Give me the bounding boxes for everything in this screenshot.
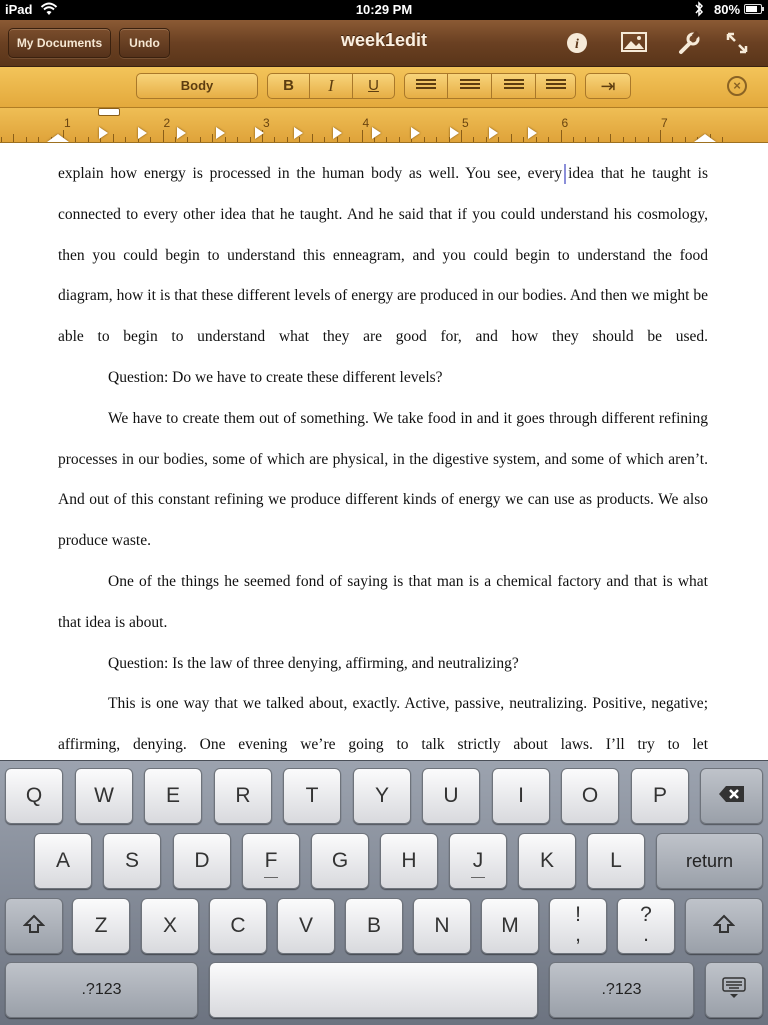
key-t[interactable]: T bbox=[283, 768, 341, 824]
ruler-number: 5 bbox=[462, 116, 469, 130]
ruler-tick bbox=[362, 130, 363, 142]
paragraph: Question: Is the law of three denying, affirming, and neutralizing? bbox=[108, 654, 519, 672]
italic-button[interactable]: I bbox=[309, 73, 353, 99]
ruler-tick bbox=[349, 137, 350, 142]
align-left-icon bbox=[416, 79, 436, 91]
key-m[interactable]: M bbox=[481, 898, 539, 954]
ruler-tick bbox=[424, 137, 425, 142]
key-r[interactable]: R bbox=[214, 768, 272, 824]
ruler-tick bbox=[113, 134, 114, 142]
shift-icon bbox=[23, 914, 45, 934]
ruler-number: 4 bbox=[362, 116, 370, 130]
key-exclaim-comma[interactable] bbox=[549, 898, 607, 954]
ruler-tick bbox=[26, 137, 27, 142]
ruler-tick bbox=[722, 137, 723, 142]
paragraph: One of the things he seemed fond of saying is that man is a chemical factory and that is what that idea is about. bbox=[58, 572, 708, 631]
ruler-tick bbox=[635, 137, 636, 142]
shift-right-key[interactable] bbox=[685, 898, 763, 954]
ruler-tick bbox=[88, 137, 89, 142]
ruler-number: 2 bbox=[163, 116, 171, 130]
bold-button[interactable]: B bbox=[267, 73, 310, 99]
ruler-tick bbox=[212, 134, 213, 142]
exclaim-glyph: ! bbox=[575, 903, 581, 926]
ruler-tick bbox=[200, 137, 201, 142]
align-right-button[interactable] bbox=[491, 73, 536, 99]
ruler-tick bbox=[250, 137, 251, 142]
ruler-number: 7 bbox=[661, 116, 668, 130]
key-c[interactable]: C bbox=[209, 898, 267, 954]
status-bar bbox=[0, 0, 768, 20]
tab-stop-marker[interactable] bbox=[138, 127, 147, 139]
my-documents-button[interactable]: My Documents bbox=[8, 28, 111, 58]
ruler-tick bbox=[561, 130, 562, 142]
app-toolbar bbox=[0, 20, 768, 67]
ruler-tick bbox=[523, 137, 524, 142]
key-o[interactable]: O bbox=[561, 768, 619, 824]
ruler-tick bbox=[125, 137, 126, 142]
first-line-indent-handle[interactable] bbox=[98, 108, 120, 116]
document-title: week1edit bbox=[340, 30, 428, 50]
key-question-period[interactable] bbox=[617, 898, 675, 954]
tab-stop-marker[interactable] bbox=[450, 127, 459, 139]
shift-icon bbox=[713, 914, 735, 934]
ruler-tick bbox=[511, 134, 512, 142]
battery-icon bbox=[744, 4, 762, 14]
ruler-tick bbox=[585, 137, 586, 142]
ruler-tick bbox=[399, 137, 400, 142]
undo-button[interactable]: Undo bbox=[119, 28, 170, 58]
insert-media-icon[interactable] bbox=[619, 30, 649, 56]
tab-stop-marker[interactable] bbox=[216, 127, 225, 139]
paragraph: We have to create them out of something. We take food in and it goes through different refining processes in our bodies, some of which are physical, in the digestive system, and some of which aren’t. And out of this constant refining we produce different kinds of energy we can use as products. We also produce waste. bbox=[58, 409, 708, 550]
tab-button[interactable]: ⇥ bbox=[585, 73, 631, 99]
tab-stop-marker[interactable] bbox=[177, 127, 186, 139]
key-z[interactable]: Z bbox=[72, 898, 130, 954]
ruler-tick bbox=[623, 137, 624, 142]
paragraph-style-button[interactable]: Body bbox=[136, 73, 258, 99]
onscreen-keyboard bbox=[0, 760, 768, 1025]
question-glyph: ? bbox=[640, 903, 652, 926]
backspace-key[interactable] bbox=[700, 768, 763, 824]
key-v[interactable]: V bbox=[277, 898, 335, 954]
bluetooth-icon bbox=[694, 1, 704, 20]
key-l[interactable]: L bbox=[587, 833, 645, 889]
align-right-icon bbox=[504, 79, 524, 91]
key-a[interactable]: A bbox=[34, 833, 92, 889]
justify-icon bbox=[546, 79, 566, 91]
ruler-tick bbox=[598, 137, 599, 142]
space-key[interactable] bbox=[209, 962, 538, 1018]
svg-text:i: i bbox=[575, 37, 579, 52]
tab-stop-marker[interactable] bbox=[489, 127, 498, 139]
ruler-tick bbox=[498, 137, 499, 142]
dismiss-keyboard-key[interactable] bbox=[705, 962, 763, 1018]
align-left-button[interactable] bbox=[404, 73, 448, 99]
key-e[interactable]: E bbox=[144, 768, 202, 824]
ruler-tick bbox=[610, 134, 611, 142]
ruler-tick bbox=[672, 137, 673, 142]
wrench-tools-icon[interactable] bbox=[674, 30, 704, 56]
ruler-tick bbox=[38, 137, 39, 142]
ruler-tick bbox=[473, 137, 474, 142]
ruler-tick bbox=[274, 137, 275, 142]
ruler-tick bbox=[436, 137, 437, 142]
key-y[interactable]: Y bbox=[353, 768, 411, 824]
tab-stop-marker[interactable] bbox=[411, 127, 420, 139]
underline-button[interactable]: U bbox=[352, 73, 395, 99]
shift-left-key[interactable] bbox=[5, 898, 63, 954]
key-s[interactable]: S bbox=[103, 833, 161, 889]
align-center-icon bbox=[460, 79, 480, 91]
key-g[interactable]: G bbox=[311, 833, 369, 889]
tab-stop-marker[interactable] bbox=[333, 127, 342, 139]
key-h[interactable]: H bbox=[380, 833, 438, 889]
key-i[interactable]: I bbox=[492, 768, 550, 824]
ruler-tick bbox=[175, 137, 176, 142]
backspace-icon bbox=[717, 784, 747, 804]
tab-stop-marker[interactable] bbox=[99, 127, 108, 139]
ruler-tick bbox=[187, 137, 188, 142]
battery-percent: 80% bbox=[714, 2, 741, 17]
fullscreen-icon[interactable] bbox=[722, 30, 752, 56]
ruler-tick bbox=[75, 137, 76, 142]
key-f[interactable]: F bbox=[242, 833, 300, 889]
key-x[interactable]: X bbox=[141, 898, 199, 954]
close-format-bar-icon[interactable]: × bbox=[727, 76, 747, 96]
ruler-number: 3 bbox=[263, 116, 270, 130]
key-q[interactable]: Q bbox=[5, 768, 63, 824]
ruler-tick bbox=[685, 137, 686, 142]
info-icon[interactable] bbox=[562, 30, 592, 56]
paragraph bbox=[58, 154, 708, 358]
carrier-label: iPad bbox=[5, 2, 33, 17]
justify-button[interactable] bbox=[535, 73, 576, 99]
key-b[interactable]: B bbox=[345, 898, 403, 954]
key-n[interactable]: N bbox=[413, 898, 471, 954]
ruler-number: 1 bbox=[64, 116, 71, 130]
ruler-tick bbox=[1, 137, 2, 142]
text-cursor bbox=[564, 164, 566, 184]
align-center-button[interactable] bbox=[447, 73, 492, 99]
ruler-tick bbox=[461, 130, 462, 142]
text-after-cursor: idea that he taught is connected to every other idea that he taught. And he said that if you could understand his cosmology, then you could begin to understand this enneagram, and you could begin to understand the food diagram, how it is that these different levels of energy are produced in our bodies. And then we might be able to begin to understand what they are good for, and how they should be used. bbox=[58, 165, 708, 346]
ruler-tick bbox=[486, 137, 487, 142]
comma-glyph: , bbox=[575, 923, 581, 946]
tab-stop-marker[interactable] bbox=[294, 127, 303, 139]
ruler-tick bbox=[287, 137, 288, 142]
status-time: 10:29 PM bbox=[355, 2, 413, 17]
numbers-left-key[interactable]: .?123 bbox=[5, 962, 198, 1018]
ruler-number: 6 bbox=[561, 116, 569, 130]
key-j[interactable]: J bbox=[449, 833, 507, 889]
ruler-tick bbox=[312, 134, 313, 142]
tab-stop-marker[interactable] bbox=[255, 127, 264, 139]
key-p[interactable]: P bbox=[631, 768, 689, 824]
key-k[interactable]: K bbox=[518, 833, 576, 889]
right-margin-marker[interactable] bbox=[694, 134, 716, 142]
ruler-tick bbox=[573, 137, 574, 142]
ruler[interactable] bbox=[0, 108, 768, 143]
ruler-tick bbox=[150, 137, 151, 142]
format-bar bbox=[0, 67, 768, 108]
key-w[interactable]: W bbox=[75, 768, 133, 824]
ruler-tick bbox=[237, 137, 238, 142]
period-glyph: . bbox=[643, 923, 649, 946]
ruler-tick bbox=[324, 137, 325, 142]
text-before-cursor: explain how energy is processed in the human body as well. You see, every bbox=[58, 165, 563, 182]
keyboard-dismiss-icon bbox=[721, 976, 747, 1000]
ruler-tick bbox=[13, 134, 14, 142]
ruler-tick bbox=[163, 130, 164, 142]
tab-stop-marker[interactable] bbox=[372, 127, 381, 139]
paragraph: Question: Do we have to create these different levels? bbox=[108, 368, 443, 386]
paragraph: This is one way that we talked about, exactly. Active, passive, neutralizing. Positive, negative; affirming, denying. One evening we’re going to talk strictly about laws. I’ll try to let bbox=[58, 695, 708, 754]
ruler-tick bbox=[386, 137, 387, 142]
ruler-tick bbox=[660, 130, 661, 142]
return-key[interactable]: return bbox=[656, 833, 763, 889]
ruler-tick bbox=[648, 137, 649, 142]
numbers-right-key[interactable]: .?123 bbox=[549, 962, 694, 1018]
document-body[interactable] bbox=[58, 154, 708, 766]
left-margin-marker[interactable] bbox=[47, 134, 69, 142]
key-u[interactable]: U bbox=[422, 768, 480, 824]
tab-stop-marker[interactable] bbox=[528, 127, 537, 139]
ruler-tick bbox=[548, 137, 549, 142]
key-d[interactable]: D bbox=[173, 833, 231, 889]
